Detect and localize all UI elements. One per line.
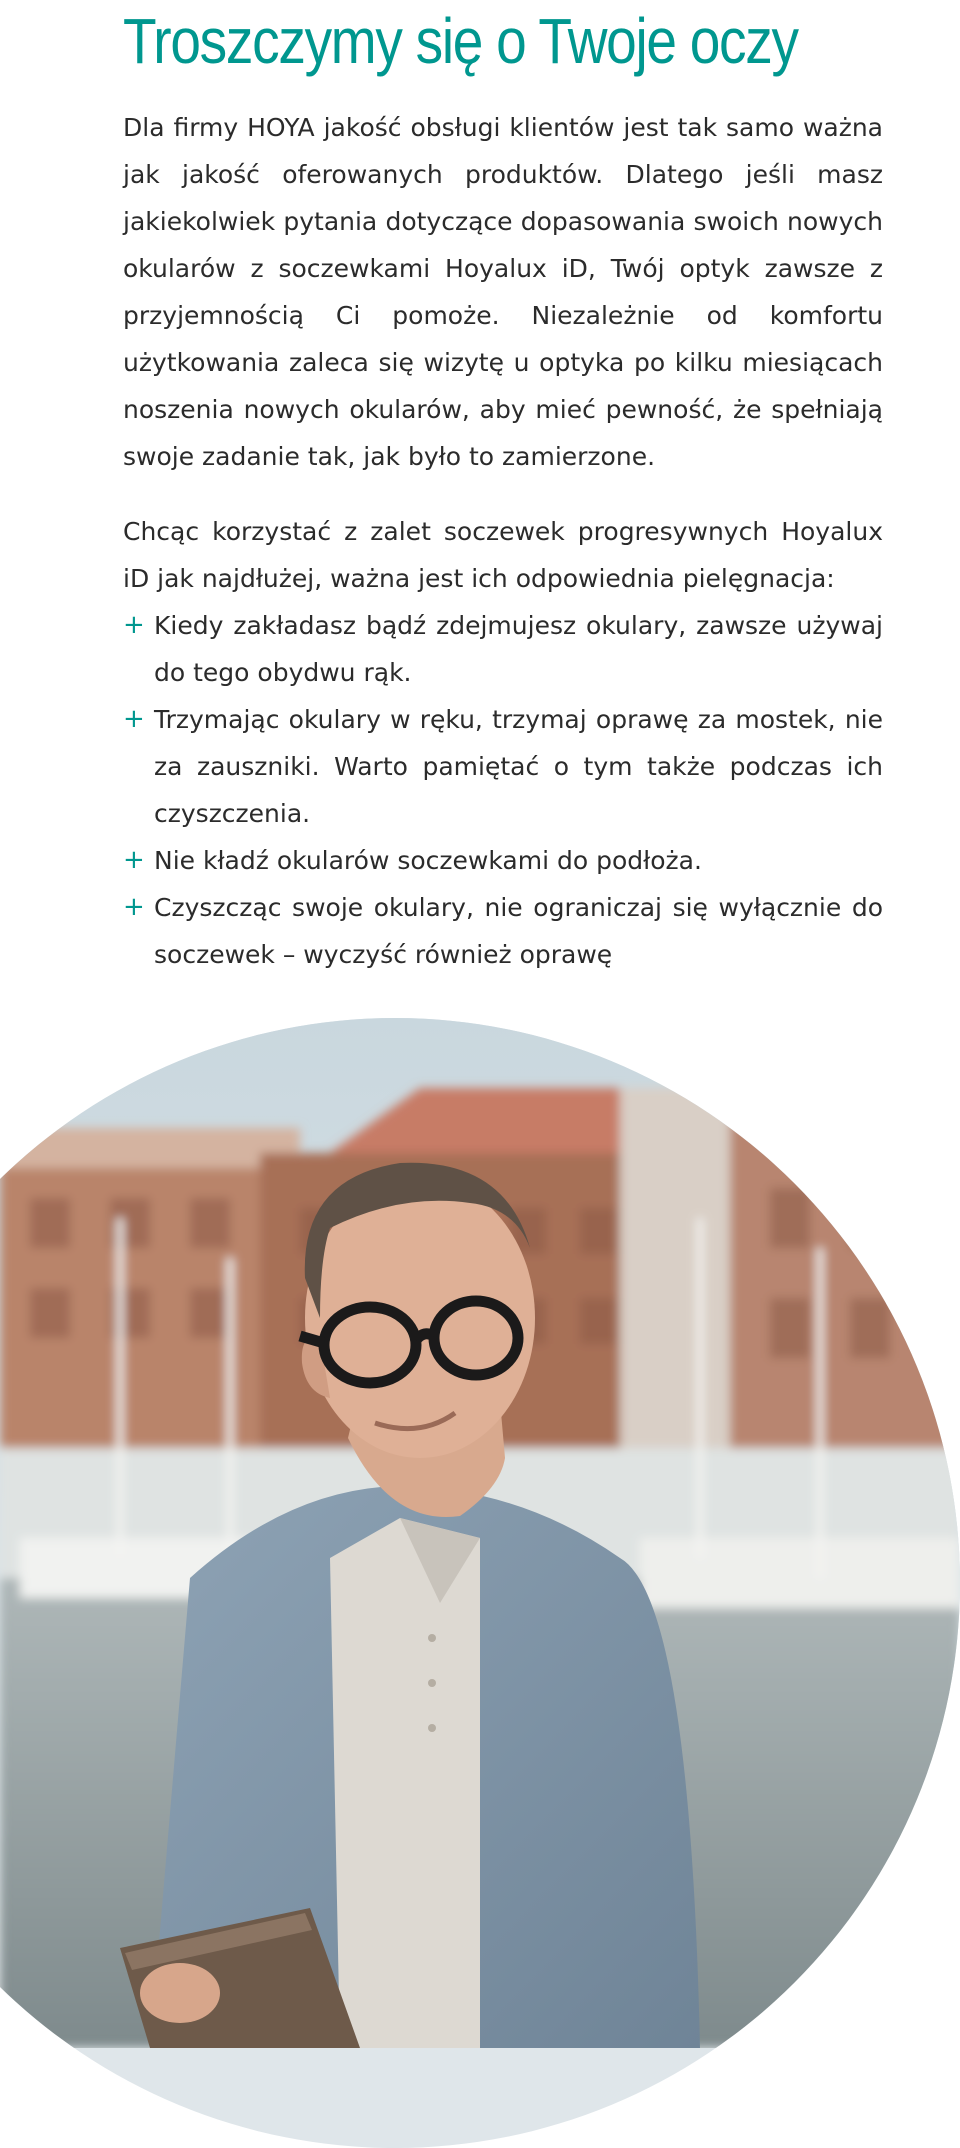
intro-paragraph: Dla firmy HOYA jakość obsługi klientów jest tak samo ważna jak jakość oferowanych produktów. Dlatego jeśli masz jakiekolwiek pytania dotyczące dopasowania swoich nowych okularów z soczewkami Hoyalux iD, Twój optyk zawsze z przyjemnością Ci pomoże. Niezależnie od komfortu użytkowania zaleca się wizytę u optyka po kilku miesiącach noszenia nowych okularów, aby mieć pewność, że spełniają swoje zadanie tak, jak było to zamierzone. <box>123 113 883 471</box>
list-item <box>123 884 883 978</box>
list-item-text: Kiedy zakładasz bądź zdejmujesz okulary, zawsze używaj do tego obydwu rąk. <box>154 611 883 687</box>
man-with-glasses-illustration <box>0 1018 960 2048</box>
list-item-text: Czyszcząc swoje okulary, nie ograniczaj się wyłącznie do soczewek – wyczyść również oprawę <box>154 893 883 969</box>
list-item <box>123 837 883 884</box>
page-title: Troszczymy się o Twoje oczy <box>123 5 798 77</box>
plus-icon: + <box>123 704 145 734</box>
plus-icon: + <box>123 845 145 875</box>
hero-photo <box>0 1018 960 2148</box>
article <box>123 0 883 978</box>
care-tips-list <box>123 602 883 978</box>
plus-icon: + <box>123 610 145 640</box>
list-item-text: Nie kładź okularów soczewkami do podłoża. <box>154 846 702 875</box>
list-item-text: Trzymając okulary w ręku, trzymaj oprawę za mostek, nie za zauszniki. Warto pamiętać o tym także podczas ich czyszczenia. <box>154 705 883 828</box>
care-intro-paragraph: Chcąc korzystać z zalet soczewek progresywnych Hoyalux iD jak najdłużej, ważna jest ich odpowiednia pielęgnacja: <box>123 517 883 593</box>
list-item <box>123 696 883 837</box>
list-item <box>123 602 883 696</box>
plus-icon: + <box>123 892 145 922</box>
